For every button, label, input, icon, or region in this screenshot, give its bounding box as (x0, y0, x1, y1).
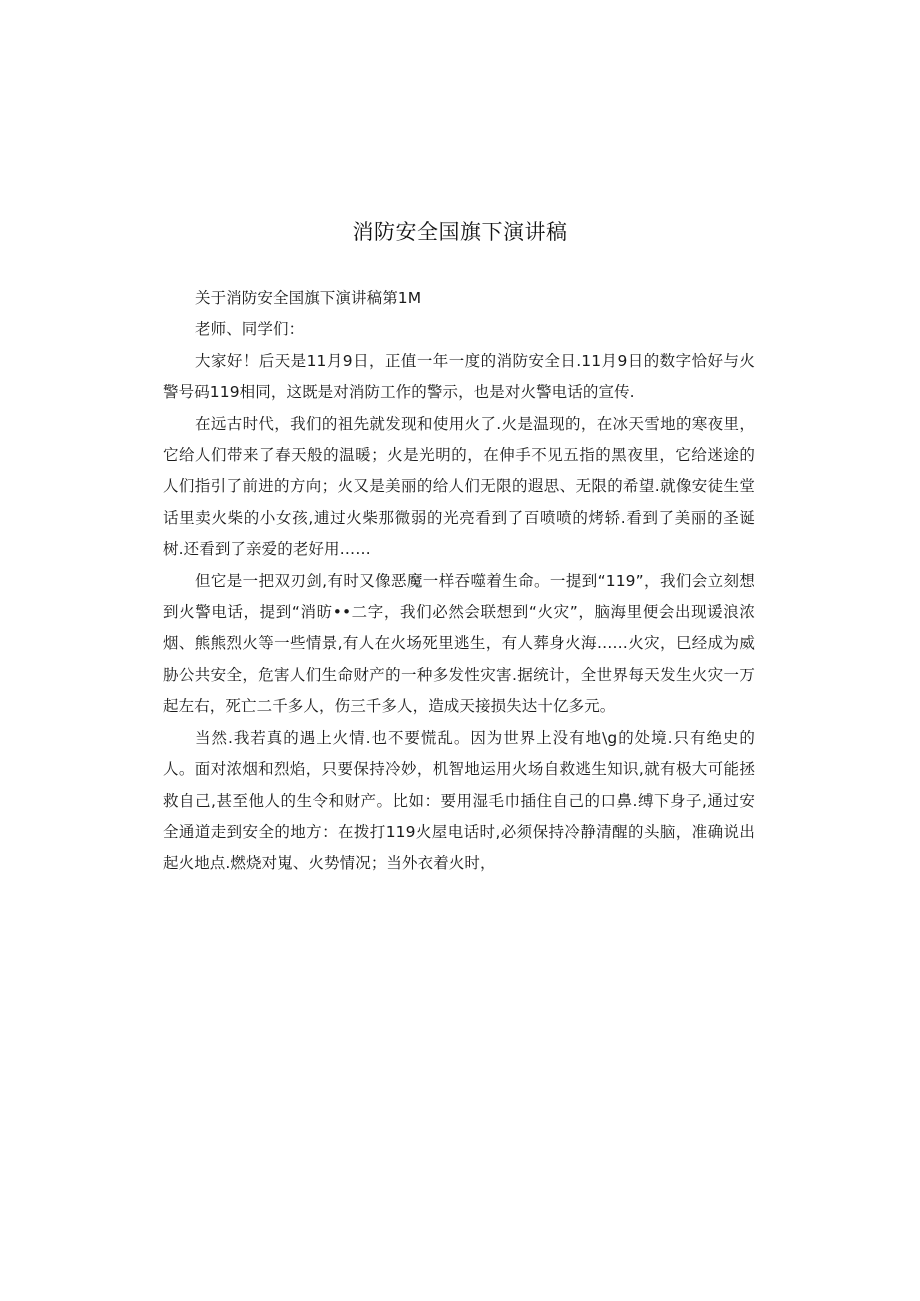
paragraph-salutation: 老师、同学们： (195, 320, 305, 339)
document-body (163, 283, 755, 880)
paragraph: 但它是一把双刃剑,有时又像恶魔一样吞噬着生命。一提到“119”，我们会立刻想到火警电话，提到“消昉••二字，我们必然会联想到“火灾”，脑海里便会出现谖浪浓烟、熊熊烈火等一些情景,有人在火场死里逃生，有人葬身火海……火灾，巳经成为威胁公共安全，危害人们生命财产的一种多发性灾害.据统计，全世界每天发生火灾一万起左右，死亡二千多人，伤三千多人，造成天接损失达十亿多元。 (163, 571, 755, 716)
paragraph: 当然.我若真的遇上火情.也不要慌乱。因为世界上没有地\g的处境.只有绝史的人。面对浓烟和烈焰，只要保持冷妙，机智地运用火场自救逃生知识,就有极大可能拯救自己,甚至他人的生令和财产。比如：要用湿毛巾插住自己的口鼻.缚下身子,通过安全通道走到安全的地方：在拨打119火屋电话时,必须保持冷静清醒的头脑，准确说出起火地点.燃烧对嵬、火势情况；当外衣着火时， (163, 728, 755, 873)
paragraph: 在远古时代，我们的祖先就发现和使用火了.火是温现的，在冰天雪地的寒夜里，它给人们带来了春天般的温暖；火是光明的，在伸手不见五指的黑夜里，它给迷途的人们指引了前进的方向；火又是美丽的给人们无限的遐思、无限的希望.就像安徒生堂话里卖火柴的小女孩,逋过火柴那微弱的光亮看到了百喷喷的烤轿.看到了美丽的圣诞树.还看到了亲爱的老好用…… (163, 414, 755, 559)
paragraph: 大家好！后天是11月9日，正值一年一度的消防安全日.11月9日的数字恰好与火警号码119相同，这既是对消防工作的警示，也是对火警电话的宣传. (163, 351, 755, 402)
paragraph-subtitle: 关于消防安全国旗下演讲稿第1M (195, 289, 422, 307)
document-title: 消防安全国旗下演讲稿 (352, 220, 568, 244)
